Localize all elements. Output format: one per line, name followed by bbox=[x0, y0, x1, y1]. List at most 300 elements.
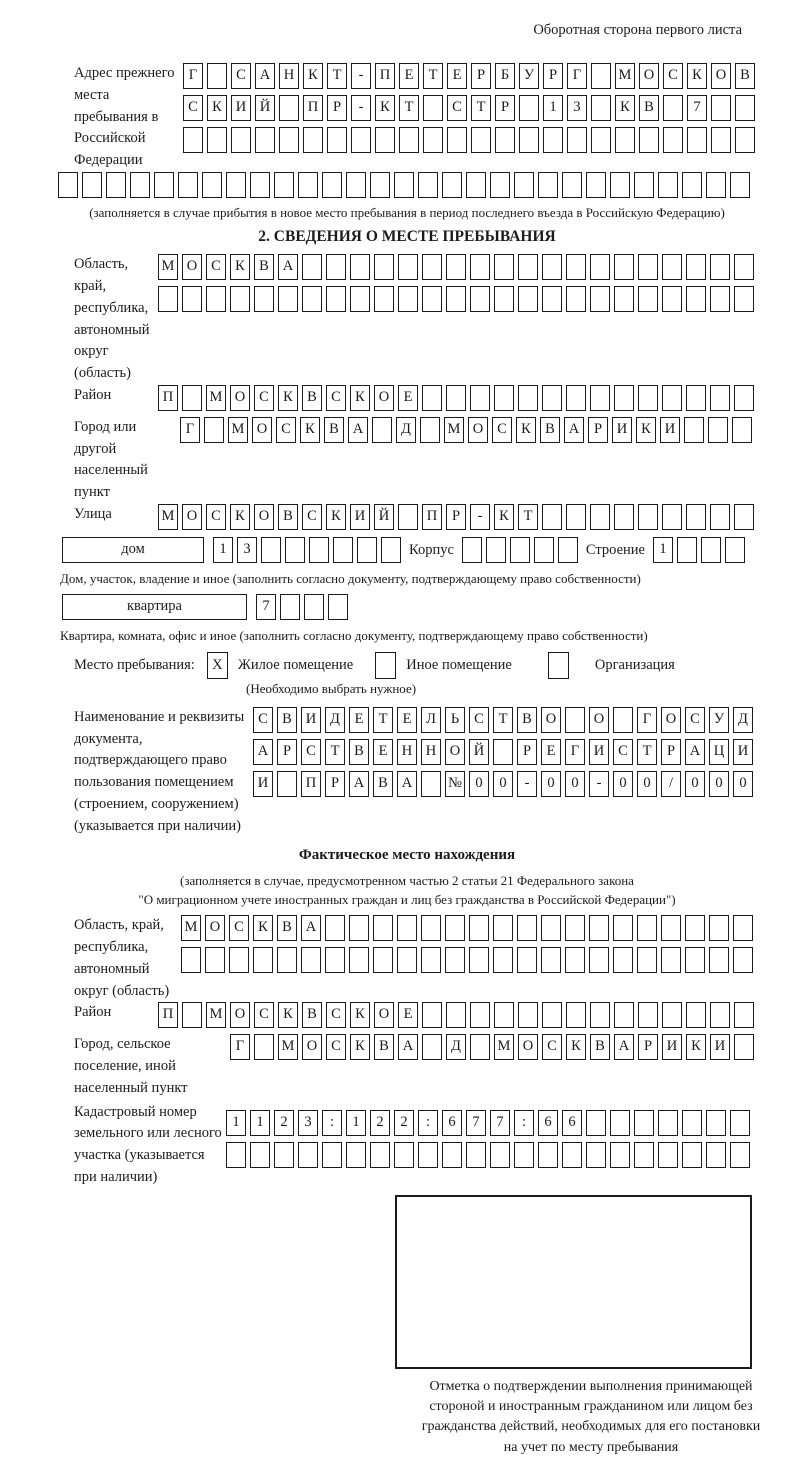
char-box[interactable] bbox=[423, 127, 443, 153]
char-box[interactable]: Р bbox=[517, 739, 537, 765]
char-box[interactable] bbox=[178, 172, 198, 198]
char-box[interactable] bbox=[518, 254, 538, 280]
char-box[interactable] bbox=[687, 127, 707, 153]
char-box[interactable]: К bbox=[494, 504, 514, 530]
char-box[interactable]: Р bbox=[325, 771, 345, 797]
char-box[interactable] bbox=[684, 417, 704, 443]
char-box[interactable] bbox=[206, 286, 226, 312]
char-box[interactable]: К bbox=[350, 1034, 370, 1060]
char-box[interactable]: 0 bbox=[469, 771, 489, 797]
char-box[interactable]: С bbox=[663, 63, 683, 89]
char-box[interactable] bbox=[280, 594, 300, 620]
char-box[interactable]: Т bbox=[637, 739, 657, 765]
char-box[interactable] bbox=[302, 254, 322, 280]
char-box[interactable]: Р bbox=[471, 63, 491, 89]
char-box[interactable] bbox=[566, 254, 586, 280]
char-box[interactable]: Н bbox=[397, 739, 417, 765]
char-box[interactable] bbox=[658, 1142, 678, 1168]
char-box[interactable]: С bbox=[254, 385, 274, 411]
char-box[interactable] bbox=[370, 1142, 390, 1168]
char-box[interactable] bbox=[686, 254, 706, 280]
char-box[interactable] bbox=[381, 537, 401, 563]
char-box[interactable] bbox=[279, 127, 299, 153]
char-box[interactable] bbox=[494, 1002, 514, 1028]
char-box[interactable] bbox=[418, 172, 438, 198]
char-box[interactable] bbox=[182, 1002, 202, 1028]
char-box[interactable] bbox=[709, 947, 729, 973]
char-box[interactable] bbox=[542, 286, 562, 312]
char-box[interactable]: К bbox=[303, 63, 323, 89]
char-box[interactable]: 1 bbox=[543, 95, 563, 121]
char-box[interactable] bbox=[447, 127, 467, 153]
char-box[interactable] bbox=[661, 947, 681, 973]
char-box[interactable] bbox=[322, 172, 342, 198]
char-box[interactable]: П bbox=[422, 504, 442, 530]
char-box[interactable] bbox=[420, 417, 440, 443]
char-box[interactable] bbox=[421, 771, 441, 797]
char-box[interactable] bbox=[519, 127, 539, 153]
char-box[interactable]: В bbox=[277, 915, 297, 941]
char-box[interactable]: С bbox=[254, 1002, 274, 1028]
char-box[interactable] bbox=[686, 286, 706, 312]
char-box[interactable]: К bbox=[326, 504, 346, 530]
char-box[interactable]: : bbox=[514, 1110, 534, 1136]
char-box[interactable]: О bbox=[541, 707, 561, 733]
char-box[interactable]: М bbox=[228, 417, 248, 443]
char-box[interactable]: 1 bbox=[250, 1110, 270, 1136]
char-box[interactable] bbox=[638, 286, 658, 312]
char-box[interactable]: С bbox=[301, 739, 321, 765]
char-box[interactable]: 0 bbox=[685, 771, 705, 797]
char-box[interactable] bbox=[181, 947, 201, 973]
char-box[interactable]: О bbox=[374, 1002, 394, 1028]
char-box[interactable]: Е bbox=[541, 739, 561, 765]
char-box[interactable]: 2 bbox=[394, 1110, 414, 1136]
char-box[interactable] bbox=[470, 286, 490, 312]
char-box[interactable] bbox=[710, 385, 730, 411]
char-box[interactable] bbox=[614, 504, 634, 530]
char-box[interactable]: П bbox=[158, 1002, 178, 1028]
char-box[interactable] bbox=[686, 504, 706, 530]
char-box[interactable]: И bbox=[350, 504, 370, 530]
char-box[interactable]: И bbox=[231, 95, 251, 121]
char-box[interactable] bbox=[422, 286, 442, 312]
char-box[interactable]: 1 bbox=[346, 1110, 366, 1136]
char-box[interactable] bbox=[445, 915, 465, 941]
char-box[interactable] bbox=[711, 127, 731, 153]
char-box[interactable] bbox=[542, 1002, 562, 1028]
char-box[interactable]: Р bbox=[327, 95, 347, 121]
char-box[interactable]: К bbox=[566, 1034, 586, 1060]
char-box[interactable]: М bbox=[615, 63, 635, 89]
char-box[interactable]: О bbox=[252, 417, 272, 443]
char-box[interactable]: Д bbox=[325, 707, 345, 733]
char-box[interactable] bbox=[351, 127, 371, 153]
char-box[interactable] bbox=[373, 947, 393, 973]
char-box[interactable] bbox=[542, 254, 562, 280]
char-box[interactable] bbox=[614, 286, 634, 312]
char-box[interactable]: Т bbox=[493, 707, 513, 733]
char-box[interactable] bbox=[534, 537, 554, 563]
char-box[interactable]: 0 bbox=[613, 771, 633, 797]
char-box[interactable] bbox=[591, 95, 611, 121]
char-box[interactable]: К bbox=[636, 417, 656, 443]
char-box[interactable] bbox=[254, 1034, 274, 1060]
char-box[interactable] bbox=[229, 947, 249, 973]
char-box[interactable]: И bbox=[660, 417, 680, 443]
char-box[interactable]: 1 bbox=[653, 537, 673, 563]
char-box[interactable]: А bbox=[253, 739, 273, 765]
char-box[interactable] bbox=[325, 947, 345, 973]
char-box[interactable] bbox=[610, 172, 630, 198]
char-box[interactable]: И bbox=[589, 739, 609, 765]
char-box[interactable] bbox=[298, 1142, 318, 1168]
char-box[interactable] bbox=[566, 504, 586, 530]
char-box[interactable]: Т bbox=[423, 63, 443, 89]
char-box[interactable] bbox=[686, 385, 706, 411]
char-box[interactable] bbox=[494, 286, 514, 312]
char-box[interactable] bbox=[662, 1002, 682, 1028]
char-box[interactable] bbox=[590, 1002, 610, 1028]
char-box[interactable] bbox=[733, 915, 753, 941]
char-box[interactable] bbox=[253, 947, 273, 973]
char-box[interactable] bbox=[493, 915, 513, 941]
char-box[interactable] bbox=[638, 385, 658, 411]
char-box[interactable]: В bbox=[324, 417, 344, 443]
char-box[interactable] bbox=[375, 127, 395, 153]
char-box[interactable] bbox=[333, 537, 353, 563]
char-box[interactable] bbox=[638, 254, 658, 280]
char-box[interactable]: Т bbox=[518, 504, 538, 530]
char-box[interactable]: С bbox=[685, 707, 705, 733]
char-box[interactable] bbox=[709, 915, 729, 941]
char-box[interactable]: М bbox=[206, 1002, 226, 1028]
char-box[interactable] bbox=[298, 172, 318, 198]
char-box[interactable] bbox=[613, 947, 633, 973]
char-box[interactable] bbox=[207, 127, 227, 153]
char-box[interactable] bbox=[706, 1110, 726, 1136]
char-box[interactable]: Р bbox=[661, 739, 681, 765]
char-box[interactable] bbox=[202, 172, 222, 198]
char-box[interactable] bbox=[469, 947, 489, 973]
char-box[interactable] bbox=[326, 286, 346, 312]
char-box[interactable] bbox=[278, 286, 298, 312]
char-box[interactable]: К bbox=[687, 63, 707, 89]
char-box[interactable] bbox=[542, 385, 562, 411]
char-box[interactable] bbox=[470, 1034, 490, 1060]
char-box[interactable] bbox=[542, 504, 562, 530]
char-box[interactable]: - bbox=[351, 95, 371, 121]
char-box[interactable] bbox=[734, 1034, 754, 1060]
char-box[interactable]: 0 bbox=[733, 771, 753, 797]
char-box[interactable]: 2 bbox=[370, 1110, 390, 1136]
char-box[interactable]: Е bbox=[373, 739, 393, 765]
char-box[interactable] bbox=[682, 172, 702, 198]
char-box[interactable] bbox=[518, 1002, 538, 1028]
char-box[interactable] bbox=[471, 127, 491, 153]
char-box[interactable] bbox=[613, 915, 633, 941]
char-box[interactable]: Р bbox=[277, 739, 297, 765]
char-box[interactable] bbox=[158, 286, 178, 312]
char-box[interactable]: Н bbox=[279, 63, 299, 89]
char-box[interactable] bbox=[446, 254, 466, 280]
char-box[interactable]: 1 bbox=[213, 537, 233, 563]
char-box[interactable] bbox=[372, 417, 392, 443]
char-box[interactable]: В bbox=[590, 1034, 610, 1060]
char-box[interactable] bbox=[634, 1142, 654, 1168]
char-box[interactable] bbox=[346, 172, 366, 198]
char-box[interactable]: В bbox=[278, 504, 298, 530]
char-box[interactable] bbox=[274, 1142, 294, 1168]
char-box[interactable] bbox=[590, 385, 610, 411]
char-box[interactable] bbox=[261, 537, 281, 563]
char-box[interactable] bbox=[663, 127, 683, 153]
char-box[interactable] bbox=[591, 127, 611, 153]
char-box[interactable]: Е bbox=[447, 63, 467, 89]
char-box[interactable]: П bbox=[303, 95, 323, 121]
char-box[interactable]: - bbox=[589, 771, 609, 797]
char-box[interactable] bbox=[154, 172, 174, 198]
char-box[interactable]: Р bbox=[638, 1034, 658, 1060]
char-box[interactable] bbox=[254, 286, 274, 312]
char-box[interactable] bbox=[326, 254, 346, 280]
char-box[interactable]: О bbox=[302, 1034, 322, 1060]
char-box[interactable] bbox=[518, 385, 538, 411]
char-box[interactable] bbox=[466, 1142, 486, 1168]
char-box[interactable]: № bbox=[445, 771, 465, 797]
char-box[interactable] bbox=[421, 947, 441, 973]
char-box[interactable] bbox=[614, 1002, 634, 1028]
char-box[interactable]: 7 bbox=[256, 594, 276, 620]
char-box[interactable] bbox=[469, 915, 489, 941]
char-box[interactable]: Р bbox=[588, 417, 608, 443]
char-box[interactable]: Н bbox=[421, 739, 441, 765]
char-box[interactable]: 1 bbox=[226, 1110, 246, 1136]
char-box[interactable]: К bbox=[300, 417, 320, 443]
char-box[interactable]: - bbox=[351, 63, 371, 89]
char-box[interactable] bbox=[514, 172, 534, 198]
char-box[interactable]: С bbox=[253, 707, 273, 733]
char-box[interactable] bbox=[493, 739, 513, 765]
char-box[interactable]: С bbox=[302, 504, 322, 530]
char-box[interactable] bbox=[638, 504, 658, 530]
char-box[interactable]: О bbox=[374, 385, 394, 411]
char-box[interactable]: Г bbox=[565, 739, 585, 765]
char-box[interactable]: П bbox=[375, 63, 395, 89]
char-box[interactable] bbox=[543, 127, 563, 153]
char-box[interactable] bbox=[538, 172, 558, 198]
char-box[interactable] bbox=[711, 95, 731, 121]
char-box[interactable]: Т bbox=[399, 95, 419, 121]
char-box[interactable]: К bbox=[278, 1002, 298, 1028]
char-box[interactable] bbox=[398, 286, 418, 312]
char-box[interactable] bbox=[734, 286, 754, 312]
char-box[interactable] bbox=[686, 1002, 706, 1028]
char-box[interactable]: И bbox=[301, 707, 321, 733]
char-box[interactable]: У bbox=[709, 707, 729, 733]
char-box[interactable]: К bbox=[230, 504, 250, 530]
char-box[interactable] bbox=[613, 707, 633, 733]
char-box[interactable] bbox=[397, 915, 417, 941]
char-box[interactable] bbox=[566, 1002, 586, 1028]
char-box[interactable]: 0 bbox=[637, 771, 657, 797]
char-box[interactable]: В bbox=[517, 707, 537, 733]
char-box[interactable] bbox=[442, 1142, 462, 1168]
char-box[interactable]: В bbox=[639, 95, 659, 121]
char-box[interactable] bbox=[490, 172, 510, 198]
char-box[interactable] bbox=[710, 504, 730, 530]
char-box[interactable] bbox=[732, 417, 752, 443]
char-box[interactable] bbox=[615, 127, 635, 153]
char-box[interactable] bbox=[510, 537, 530, 563]
char-box[interactable] bbox=[349, 947, 369, 973]
char-box[interactable] bbox=[565, 707, 585, 733]
char-box[interactable] bbox=[446, 385, 466, 411]
char-box[interactable]: М bbox=[158, 254, 178, 280]
char-box[interactable] bbox=[490, 1142, 510, 1168]
char-box[interactable]: В bbox=[349, 739, 369, 765]
char-box[interactable] bbox=[205, 947, 225, 973]
char-box[interactable] bbox=[519, 95, 539, 121]
checkbox-zhiloe[interactable]: X bbox=[207, 652, 228, 679]
char-box[interactable] bbox=[590, 254, 610, 280]
char-box[interactable] bbox=[445, 947, 465, 973]
char-box[interactable]: 3 bbox=[567, 95, 587, 121]
char-box[interactable]: Д bbox=[396, 417, 416, 443]
char-box[interactable]: У bbox=[519, 63, 539, 89]
char-box[interactable]: / bbox=[661, 771, 681, 797]
char-box[interactable]: П bbox=[301, 771, 321, 797]
char-box[interactable] bbox=[558, 537, 578, 563]
char-box[interactable] bbox=[566, 385, 586, 411]
char-box[interactable]: Е bbox=[397, 707, 417, 733]
char-box[interactable] bbox=[277, 947, 297, 973]
char-box[interactable]: О bbox=[711, 63, 731, 89]
char-box[interactable] bbox=[589, 947, 609, 973]
char-box[interactable]: М bbox=[181, 915, 201, 941]
char-box[interactable]: О bbox=[518, 1034, 538, 1060]
char-box[interactable] bbox=[734, 1002, 754, 1028]
char-box[interactable]: И bbox=[253, 771, 273, 797]
char-box[interactable] bbox=[301, 947, 321, 973]
char-box[interactable] bbox=[662, 286, 682, 312]
char-box[interactable]: М bbox=[444, 417, 464, 443]
char-box[interactable] bbox=[541, 915, 561, 941]
char-box[interactable]: 0 bbox=[709, 771, 729, 797]
char-box[interactable]: В bbox=[373, 771, 393, 797]
char-box[interactable] bbox=[565, 915, 585, 941]
char-box[interactable]: К bbox=[230, 254, 250, 280]
char-box[interactable] bbox=[590, 286, 610, 312]
char-box[interactable] bbox=[518, 286, 538, 312]
char-box[interactable]: И bbox=[662, 1034, 682, 1060]
char-box[interactable] bbox=[566, 286, 586, 312]
char-box[interactable]: С bbox=[229, 915, 249, 941]
char-box[interactable] bbox=[658, 1110, 678, 1136]
char-box[interactable] bbox=[442, 172, 462, 198]
char-box[interactable]: О bbox=[254, 504, 274, 530]
char-box[interactable] bbox=[614, 385, 634, 411]
char-box[interactable] bbox=[710, 254, 730, 280]
char-box[interactable] bbox=[422, 254, 442, 280]
char-box[interactable] bbox=[517, 915, 537, 941]
char-box[interactable]: 0 bbox=[565, 771, 585, 797]
char-box[interactable]: С bbox=[326, 1034, 346, 1060]
char-box[interactable] bbox=[279, 95, 299, 121]
char-box[interactable]: 2 bbox=[274, 1110, 294, 1136]
char-box[interactable] bbox=[634, 1110, 654, 1136]
char-box[interactable]: К bbox=[350, 385, 370, 411]
char-box[interactable]: 3 bbox=[237, 537, 257, 563]
char-box[interactable]: Е bbox=[398, 1002, 418, 1028]
char-box[interactable] bbox=[277, 771, 297, 797]
char-box[interactable] bbox=[398, 504, 418, 530]
char-box[interactable] bbox=[274, 172, 294, 198]
char-box[interactable] bbox=[106, 172, 126, 198]
char-box[interactable]: Р bbox=[495, 95, 515, 121]
char-box[interactable] bbox=[730, 172, 750, 198]
char-box[interactable]: 7 bbox=[466, 1110, 486, 1136]
char-box[interactable]: С bbox=[326, 1002, 346, 1028]
char-box[interactable] bbox=[562, 172, 582, 198]
char-box[interactable]: Д bbox=[733, 707, 753, 733]
char-box[interactable]: И bbox=[733, 739, 753, 765]
char-box[interactable] bbox=[589, 915, 609, 941]
char-box[interactable]: П bbox=[158, 385, 178, 411]
char-box[interactable] bbox=[309, 537, 329, 563]
char-box[interactable] bbox=[610, 1142, 630, 1168]
char-box[interactable]: С bbox=[326, 385, 346, 411]
char-box[interactable]: О bbox=[468, 417, 488, 443]
char-box[interactable] bbox=[735, 95, 755, 121]
char-box[interactable] bbox=[399, 127, 419, 153]
char-box[interactable]: М bbox=[206, 385, 226, 411]
char-box[interactable]: 6 bbox=[538, 1110, 558, 1136]
char-box[interactable]: М bbox=[494, 1034, 514, 1060]
char-box[interactable]: О bbox=[182, 254, 202, 280]
char-box[interactable]: И bbox=[612, 417, 632, 443]
char-box[interactable] bbox=[394, 172, 414, 198]
char-box[interactable] bbox=[706, 1142, 726, 1168]
char-box[interactable]: 6 bbox=[562, 1110, 582, 1136]
char-box[interactable] bbox=[226, 1142, 246, 1168]
char-box[interactable] bbox=[677, 537, 697, 563]
char-box[interactable] bbox=[304, 594, 324, 620]
char-box[interactable]: В bbox=[374, 1034, 394, 1060]
char-box[interactable]: В bbox=[302, 1002, 322, 1028]
char-box[interactable] bbox=[586, 1110, 606, 1136]
char-box[interactable] bbox=[494, 254, 514, 280]
char-box[interactable] bbox=[685, 947, 705, 973]
char-box[interactable] bbox=[183, 127, 203, 153]
char-box[interactable] bbox=[462, 537, 482, 563]
char-box[interactable] bbox=[538, 1142, 558, 1168]
char-box[interactable]: К bbox=[253, 915, 273, 941]
char-box[interactable]: 3 bbox=[298, 1110, 318, 1136]
char-box[interactable] bbox=[634, 172, 654, 198]
char-box[interactable] bbox=[565, 947, 585, 973]
char-box[interactable]: О bbox=[230, 1002, 250, 1028]
char-box[interactable] bbox=[486, 537, 506, 563]
char-box[interactable]: Р bbox=[543, 63, 563, 89]
char-box[interactable]: О bbox=[445, 739, 465, 765]
char-box[interactable]: О bbox=[661, 707, 681, 733]
char-box[interactable] bbox=[562, 1142, 582, 1168]
char-box[interactable] bbox=[322, 1142, 342, 1168]
char-box[interactable] bbox=[397, 947, 417, 973]
char-box[interactable]: А bbox=[614, 1034, 634, 1060]
char-box[interactable]: С bbox=[183, 95, 203, 121]
